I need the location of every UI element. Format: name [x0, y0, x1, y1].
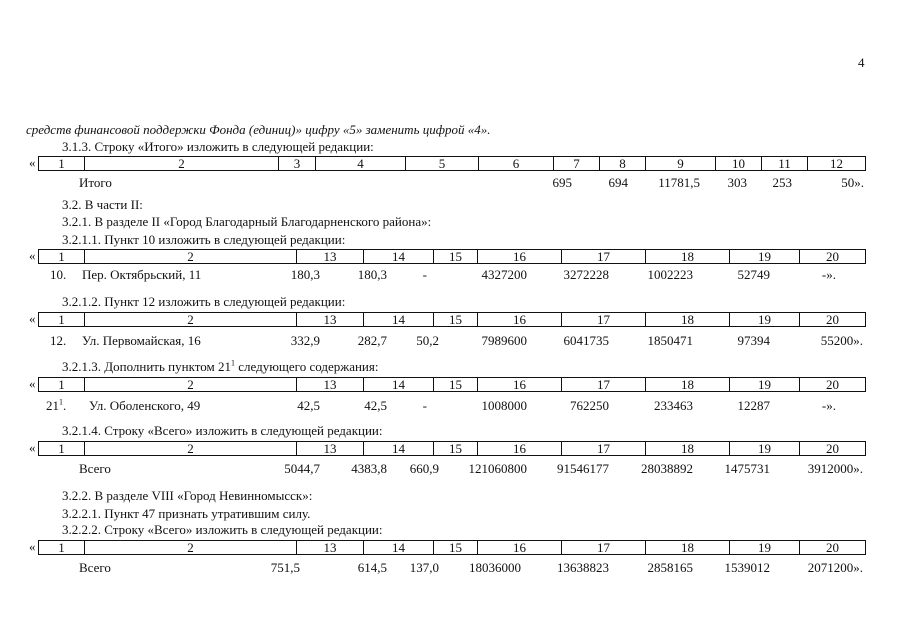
header-cell: 14	[363, 313, 433, 326]
header-cell: 20	[799, 541, 865, 554]
row-value: 233463	[654, 398, 693, 413]
header-cell: 14	[363, 378, 433, 391]
section-3-2-1-4: 3.2.1.4. Строку «Всего» изложить в следующей редакции:	[62, 423, 383, 438]
row-value: 1002223	[647, 267, 693, 282]
header-cell: 15	[433, 541, 477, 554]
table-row-vsego	[0, 462, 905, 476]
header-cell: 18	[645, 442, 729, 455]
row-value: 303	[727, 175, 747, 190]
header-cell: 20	[799, 250, 865, 263]
section-text: следующего содержания:	[234, 359, 379, 374]
header-cell: 17	[561, 541, 645, 554]
row-value: 4327200	[481, 267, 527, 282]
header-cell: 18	[645, 313, 729, 326]
section-3-1-3: 3.1.3. Строку «Итого» изложить в следующей редакции:	[62, 139, 374, 154]
row-value: 660,9	[409, 461, 439, 476]
header-cell: 20	[799, 313, 865, 326]
header-cell: 9	[645, 157, 715, 170]
header-cell: 2	[84, 313, 296, 326]
header-cell: 19	[729, 313, 799, 326]
header-cell: 15	[433, 313, 477, 326]
row-number: 12.	[50, 333, 67, 348]
header-cell: 1	[58, 249, 65, 264]
header-cell: 16	[477, 313, 561, 326]
table-row-12	[0, 334, 905, 348]
row-value: 50».	[841, 175, 864, 190]
row-street: Ул. Первомайская, 16	[82, 333, 201, 348]
header-cell: 13	[296, 541, 363, 554]
row-value: 282,7	[357, 333, 387, 348]
header-cell: 14	[363, 541, 433, 554]
quote-open-mark: «	[29, 440, 36, 455]
header-cell: 19	[729, 541, 799, 554]
row-value: 1539012	[724, 560, 770, 575]
quote-open-mark: «	[29, 155, 36, 170]
section-3-2-2-2: 3.2.2.2. Строку «Всего» изложить в следующей редакции:	[62, 522, 383, 537]
table-header-20	[38, 312, 866, 327]
header-cell: 1	[58, 540, 65, 555]
row-value: 695	[552, 175, 572, 190]
row-value: 4383,8	[351, 461, 387, 476]
table-header-12	[38, 156, 866, 171]
header-cell: 13	[296, 313, 363, 326]
row-label: Итого	[79, 175, 112, 190]
row-value: 42,5	[297, 398, 320, 413]
row-value: 7989600	[481, 333, 527, 348]
header-cell: 6	[478, 157, 553, 170]
row-value: 97394	[737, 333, 770, 348]
row-value: 3912000».	[807, 461, 863, 476]
row-value: 13638823	[557, 560, 609, 575]
section-3-2-1-3	[62, 360, 378, 374]
row-label: Всего	[79, 461, 111, 476]
row-value: 137,0	[409, 560, 439, 575]
table-header-20	[38, 441, 866, 456]
table-row-10	[0, 268, 905, 282]
header-cell: 17	[561, 442, 645, 455]
header-cell: 14	[363, 442, 433, 455]
section-3-2-2: 3.2.2. В разделе VIII «Город Невинномысск»:	[62, 488, 313, 503]
header-cell: 15	[433, 442, 477, 455]
header-cell: 20	[799, 442, 865, 455]
header-cell: 16	[477, 541, 561, 554]
row-number	[46, 399, 66, 413]
row-value: 2858165	[647, 560, 693, 575]
row-value: 762250	[570, 398, 609, 413]
header-cell: 1	[58, 377, 65, 392]
row-value: 332,9	[290, 333, 320, 348]
header-cell: 20	[799, 378, 865, 391]
quote-open-mark: «	[29, 539, 36, 554]
header-cell: 3	[278, 157, 315, 170]
header-cell: 2	[84, 250, 296, 263]
table-header-20	[38, 540, 866, 555]
header-cell: 5	[405, 157, 478, 170]
header-cell: 2	[84, 541, 296, 554]
row-value: 11781,5	[658, 175, 700, 190]
header-cell: 8	[599, 157, 645, 170]
row-value: 694	[608, 175, 628, 190]
row-value: 18036000	[469, 560, 521, 575]
header-cell: 1	[58, 156, 65, 171]
page-number: 4	[858, 55, 865, 70]
row-value: 1850471	[647, 333, 693, 348]
row-value: 42,5	[364, 398, 387, 413]
row-street: Пер. Октябрьский, 11	[82, 267, 202, 282]
quote-open-mark: «	[29, 311, 36, 326]
header-cell: 16	[477, 250, 561, 263]
table-header-20	[38, 249, 866, 264]
section-3-2-1-1: 3.2.1.1. Пункт 10 изложить в следующей редакции:	[62, 232, 346, 247]
row-value: 5044,7	[284, 461, 320, 476]
header-cell: 18	[645, 250, 729, 263]
quote-open-mark: «	[29, 376, 36, 391]
header-cell: 13	[296, 250, 363, 263]
row-value: -	[422, 398, 427, 413]
header-cell: 12	[807, 157, 865, 170]
header-cell: 17	[561, 250, 645, 263]
header-cell: 2	[84, 157, 278, 170]
table-header-20	[38, 377, 866, 392]
row-number: 10.	[50, 267, 67, 282]
superscript: 1	[230, 358, 235, 368]
row-value: 751,5	[270, 560, 300, 575]
header-cell: 2	[84, 378, 296, 391]
header-cell: 19	[729, 442, 799, 455]
header-cell: 16	[477, 442, 561, 455]
header-cell: 14	[363, 250, 433, 263]
table-row-vsego	[0, 561, 905, 575]
section-3-2-1-2: 3.2.1.2. Пункт 12 изложить в следующей редакции:	[62, 294, 346, 309]
table-row-21-1	[0, 399, 905, 413]
row-value: 50,2	[416, 333, 439, 348]
header-cell: 19	[729, 378, 799, 391]
superscript: 1	[59, 397, 63, 407]
row-value: -».	[821, 267, 836, 282]
row-value: 253	[772, 175, 792, 190]
row-number-main: 21	[46, 398, 59, 413]
header-cell: 18	[645, 378, 729, 391]
row-value: 180,3	[357, 267, 387, 282]
section-3-2-2-1: 3.2.2.1. Пункт 47 признать утратившим силу.	[62, 506, 311, 521]
header-cell: 2	[84, 442, 296, 455]
row-value: 180,3	[290, 267, 320, 282]
row-value: 1475731	[724, 461, 770, 476]
row-number-dot: .	[63, 398, 67, 413]
header-cell: 18	[645, 541, 729, 554]
row-value: 55200».	[820, 333, 863, 348]
row-value: -	[422, 267, 427, 282]
header-cell: 1	[58, 312, 65, 327]
header-cell: 17	[561, 313, 645, 326]
section-3-2: 3.2. В части II:	[62, 197, 143, 212]
header-cell: 15	[433, 250, 477, 263]
quote-open-mark: «	[29, 248, 36, 263]
section-text: 3.2.1.3. Дополнить пунктом 21	[62, 359, 231, 374]
header-cell: 10	[715, 157, 761, 170]
table-row-itogo	[0, 176, 905, 190]
header-cell: 13	[296, 442, 363, 455]
header-cell: 11	[761, 157, 807, 170]
row-value: 121060800	[468, 461, 527, 476]
intro-line: средств финансовой поддержки Фонда (единиц)» цифру «5» заменить цифрой «4».	[26, 122, 491, 137]
row-value: 1008000	[481, 398, 527, 413]
row-value: 6041735	[563, 333, 609, 348]
header-cell: 4	[315, 157, 405, 170]
section-3-2-1: 3.2.1. В разделе II «Город Благодарный Благодарненского района»:	[62, 214, 432, 229]
row-value: -».	[821, 398, 836, 413]
header-cell: 19	[729, 250, 799, 263]
header-cell: 13	[296, 378, 363, 391]
row-value: 2071200».	[807, 560, 863, 575]
row-label: Всего	[79, 560, 111, 575]
header-cell: 16	[477, 378, 561, 391]
header-cell: 7	[553, 157, 599, 170]
row-value: 614,5	[357, 560, 387, 575]
header-cell: 15	[433, 378, 477, 391]
row-value: 91546177	[557, 461, 609, 476]
row-street: Ул. Оболенского, 49	[89, 398, 201, 413]
header-cell: 1	[58, 441, 65, 456]
row-value: 28038892	[641, 461, 693, 476]
row-value: 3272228	[563, 267, 609, 282]
row-value: 52749	[737, 267, 770, 282]
header-cell: 17	[561, 378, 645, 391]
row-value: 12287	[737, 398, 770, 413]
